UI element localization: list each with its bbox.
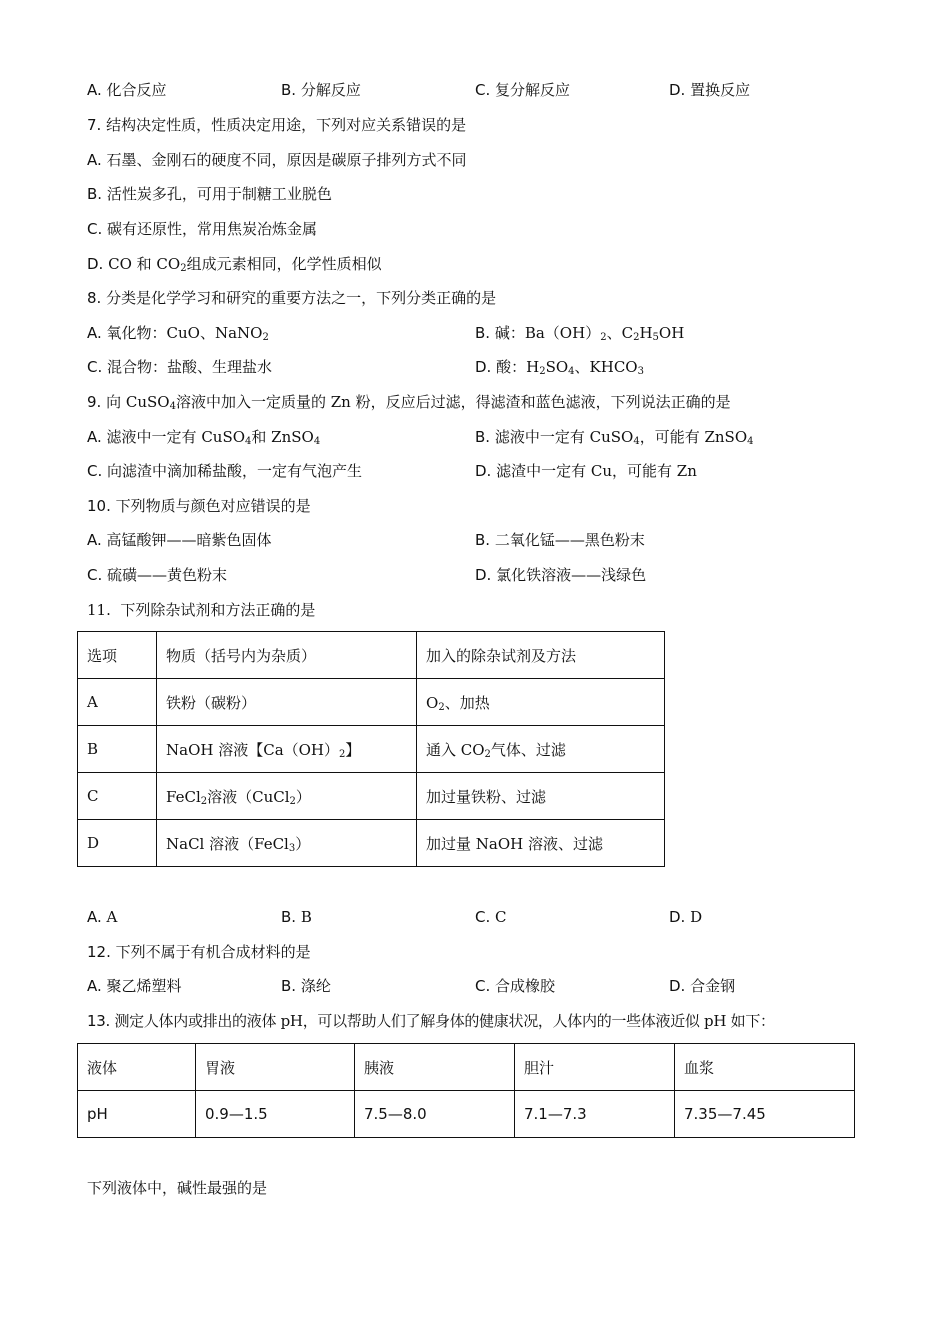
subscript: 2 [289,795,296,807]
question-text: 下列除杂试剂和方法正确的是 [120,601,316,619]
subscript: 4 [169,401,176,412]
option-text: 混合物：盐酸、生理盐水 [107,358,273,376]
option-text: 石墨、金刚石的硬度不同，原因是碳原子排列方式不同 [106,151,467,169]
q6-option-b[interactable] [281,80,361,100]
question-number: 13. [87,1012,110,1030]
option-text: 置换反应 [690,81,751,99]
option-text-part: 组成元素相同，化学性质相似 [186,255,382,273]
table-row [78,773,665,820]
option-text: D [690,908,703,926]
cell-text-part: O [426,693,439,712]
table-cell: 7.1—7.3 [515,1091,675,1138]
option-text-part: SO [545,358,569,376]
option-text: 滤渣中一定有 Cu，可能有 Zn [496,462,697,480]
cell-text-part: 溶液（CuCl [207,787,290,806]
q9-option-b[interactable] [475,427,754,447]
table-row [78,679,665,726]
option-text-part: 、C [606,324,634,342]
question-number: 12. [87,943,111,961]
option-label: C. [87,566,103,584]
option-label: B. [281,81,297,99]
q6-option-c[interactable] [475,80,570,100]
option-text: 复分解反应 [495,81,571,99]
option-text: C [495,908,507,926]
table-cell-substance [157,773,417,820]
q9-option-c[interactable] [87,461,362,481]
option-label: D. [87,255,104,273]
subscript: 4 [633,436,640,447]
q10-stem [87,496,311,516]
q8-option-a[interactable] [87,323,269,343]
table-row [78,726,665,773]
table-header-row [78,1044,855,1091]
question-number: 9. [87,393,102,411]
option-text: B [300,908,312,926]
option-label: B. [281,908,297,926]
option-text: 二氧化锰——黑色粉末 [494,531,645,549]
option-label: D. [669,81,686,99]
option-label: B. [87,185,103,203]
q12-option-a[interactable] [87,976,182,996]
option-label: D. [669,977,686,995]
option-text: 碳有还原性，常用焦炭冶炼金属 [107,220,318,238]
table-cell-method: 加过量铁粉、过滤 [417,773,665,820]
cell-text-part: ） [295,834,311,853]
option-text: A [106,908,118,926]
q10-option-c[interactable] [87,565,227,585]
option-text: 合金钢 [690,977,736,995]
option-label: B. [475,324,491,342]
q11-table [77,631,665,867]
option-label: C. [87,462,103,480]
cell-text-part: NaOH 溶液【Ca（OH） [166,740,340,759]
q12-option-d[interactable] [669,976,735,996]
option-text: 活性炭多孔，可用于制糖工业脱色 [106,185,332,203]
q11-stem [87,600,315,620]
cell-text-part: 气体、过滤 [490,740,566,759]
option-text: 硫磺——黄色粉末 [107,566,228,584]
q8-stem [87,288,496,308]
cell-text-part: 】 [345,740,361,759]
question-text: 测定人体内或排出的液体 pH，可以帮助人们了解身体的健康状况，人体内的一些体液近似 pH 如下： [114,1012,775,1030]
subscript: 2 [539,366,546,377]
table-row [78,1091,855,1138]
q7-stem [87,115,466,135]
q10-option-b[interactable] [475,530,645,550]
q10-option-a[interactable] [87,530,272,550]
q9-option-a[interactable] [87,427,320,447]
question-number: 7. [87,116,102,134]
question-text-part: 溶液中加入一定质量的 Zn 粉，反应后过滤，得滤渣和蓝色滤液，下列说法正确的是 [175,393,731,411]
q8-option-d[interactable] [475,357,644,377]
q12-stem [87,942,311,962]
option-text-part: ，可能有 ZnSO [639,428,748,446]
q7-option-b[interactable] [87,184,332,204]
subscript: 4 [747,436,754,447]
q7-option-a[interactable] [87,150,467,170]
subscript: 2 [339,748,346,760]
subscript: 4 [245,436,252,447]
cell-text-part: 、加热 [444,693,490,712]
q9-stem [87,392,731,412]
table-header-cell: 加入的除杂试剂及方法 [417,632,665,679]
q7-option-c[interactable] [87,219,317,239]
option-text: 高锰酸钾——暗紫色固体 [106,531,272,549]
option-label: A. [87,428,102,446]
question-text: 下列物质与颜色对应错误的是 [115,497,311,515]
option-label: D. [669,908,686,926]
table-cell-substance [157,820,417,867]
option-label: C. [475,977,491,995]
option-label: C. [475,908,491,926]
option-label: C. [87,358,103,376]
question-number: 11. [87,601,111,619]
table-cell-method [417,726,665,773]
table-cell-substance [157,726,417,773]
option-label: B. [475,531,491,549]
q12-option-c[interactable] [475,976,555,996]
subscript: 2 [438,701,445,713]
subscript: 4 [313,436,321,447]
option-text: 化合反应 [106,81,167,99]
question-text: 分类是化学学习和研究的重要方法之一，下列分类正确的是 [106,289,497,307]
q13-table [77,1043,855,1138]
table-cell-method [417,679,665,726]
q8-option-b[interactable] [475,323,684,343]
table-cell-option: A [78,679,157,726]
subscript: 3 [637,366,644,377]
option-text-part: H [639,324,653,342]
option-label: A. [87,977,102,995]
option-text-part: 氧化物：CuO、NaNO [106,324,263,342]
q11-option-c[interactable] [475,907,507,927]
question-number: 8. [87,289,102,307]
table-cell: 7.5—8.0 [355,1091,515,1138]
q8-option-c[interactable] [87,357,272,377]
subscript: 2 [600,332,607,343]
option-label: D. [475,566,492,584]
option-label: C. [87,220,103,238]
question-text-part: 向 CuSO [106,393,170,411]
table-header-cell: 血浆 [675,1044,855,1091]
table-header-cell: 胃液 [196,1044,355,1091]
table-cell-substance: 铁粉（碳粉） [157,679,417,726]
option-text-part: 和 ZnSO [251,428,314,446]
q12-option-b[interactable] [281,976,331,996]
option-text-part: 、KHCO [574,358,638,376]
q9-option-d[interactable] [475,461,697,481]
cell-text-part: FeCl [166,787,201,806]
subscript: 3 [288,842,296,854]
option-text: 分解反应 [300,81,361,99]
subscript: 2 [633,332,640,343]
option-text-part: 酸：H [496,358,540,376]
q11-option-a[interactable] [87,907,117,927]
option-label: B. [281,977,297,995]
question-text: 下列不属于有机合成材料的是 [115,943,311,961]
table-header-cell: 胆汁 [515,1044,675,1091]
table-cell-method: 加过量 NaOH 溶液、过滤 [417,820,665,867]
table-header-cell: 液体 [78,1044,196,1091]
table-cell-option: B [78,726,157,773]
table-cell: 7.35—7.45 [675,1091,855,1138]
option-label: D. [475,462,492,480]
table-header-cell: 物质（括号内为杂质） [157,632,417,679]
option-label: A. [87,151,102,169]
option-label: B. [475,428,491,446]
cell-text-part: NaCl 溶液（FeCl [166,834,289,853]
question-text: 结构决定性质，性质决定用途，下列对应关系错误的是 [106,116,467,134]
option-text-part: 滤液中一定有 CuSO [494,428,634,446]
cell-text-part: ） [295,787,311,806]
table-header-row [78,632,665,679]
table-row [78,820,665,867]
q6-option-a[interactable] [87,80,167,100]
option-label: A. [87,81,102,99]
option-text-part: OH [658,324,685,342]
subscript: 4 [568,366,575,377]
option-text-part: 滤液中一定有 CuSO [106,428,246,446]
option-label: A. [87,531,102,549]
option-label: D. [475,358,492,376]
table-cell: pH [78,1091,196,1138]
subscript: 2 [200,795,208,807]
subscript: 2 [180,263,187,274]
table-cell-option: C [78,773,157,820]
option-text: 合成橡胶 [495,977,556,995]
table-cell: 0.9—1.5 [196,1091,355,1138]
cell-text-part: 通入 CO [426,740,485,759]
option-text-part: CO 和 CO [108,255,181,273]
option-text: 氯化铁溶液——浅绿色 [496,566,647,584]
option-text: 聚乙烯塑料 [106,977,182,995]
option-text: 涤纶 [300,977,331,995]
q7-option-d[interactable] [87,254,382,274]
q13-question: 下列液体中，碱性最强的是 [87,1179,268,1197]
option-text: 向滤渣中滴加稀盐酸，一定有气泡产生 [107,462,363,480]
option-label: A. [87,908,102,926]
option-label: C. [475,81,491,99]
table-cell-option: D [78,820,157,867]
option-label: A. [87,324,102,342]
q10-option-d[interactable] [475,565,646,585]
q11-option-b[interactable] [281,907,312,927]
question-number: 10. [87,497,111,515]
q6-option-d[interactable] [669,80,750,100]
q13-stem [87,1011,775,1031]
q11-option-d[interactable] [669,907,702,927]
table-header-cell: 胰液 [355,1044,515,1091]
option-text-part: 碱：Ba（OH） [494,324,601,342]
subscript: 2 [262,332,269,343]
table-header-cell: 选项 [78,632,157,679]
subscript: 2 [484,748,491,760]
subscript: 5 [652,332,659,343]
